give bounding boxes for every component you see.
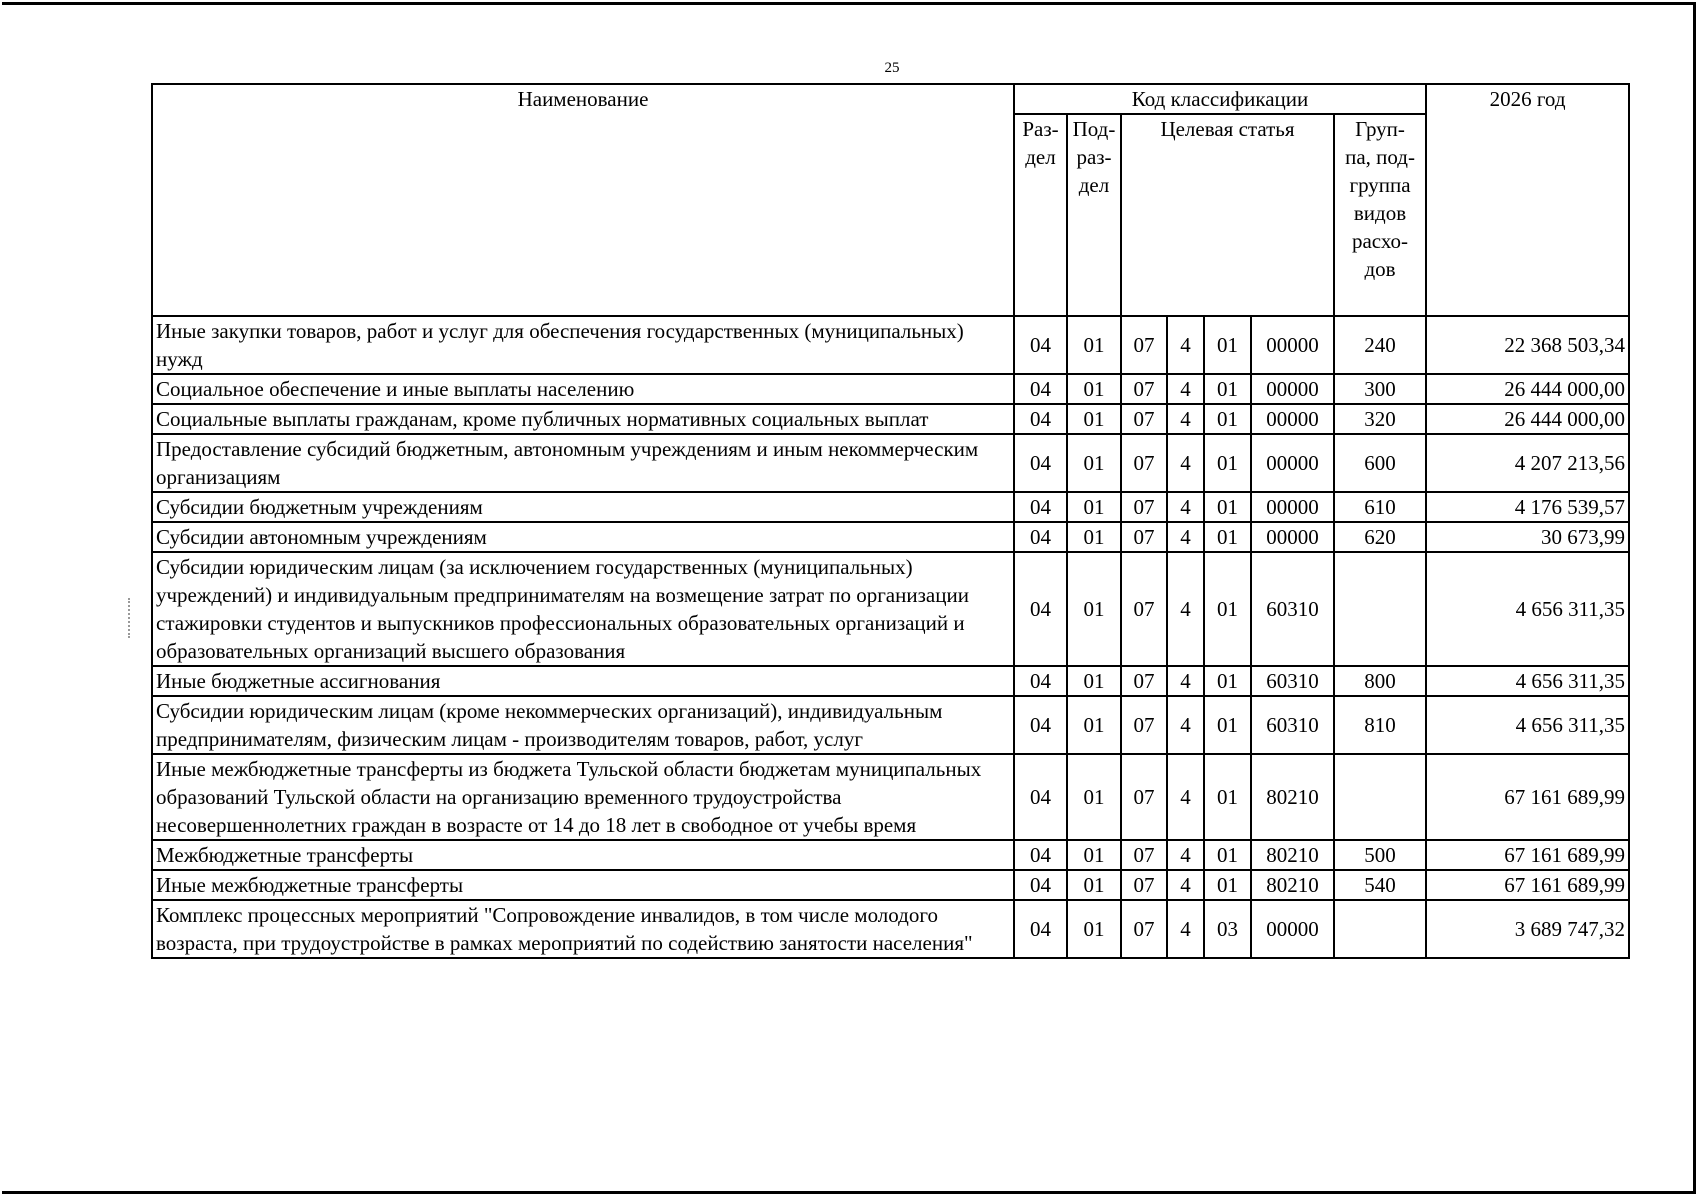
row-target-program: 07 — [1121, 374, 1167, 404]
row-target-type: 4 — [1167, 666, 1204, 696]
table-row — [152, 552, 1629, 666]
budget-table — [151, 83, 1630, 959]
table-row — [152, 754, 1629, 840]
row-subsection: 01 — [1067, 900, 1121, 958]
row-target-direction: 00000 — [1251, 492, 1334, 522]
row-subsection: 01 — [1067, 696, 1121, 754]
row-section: 04 — [1014, 316, 1067, 374]
page-number: 25 — [884, 60, 900, 76]
row-target-type: 4 — [1167, 900, 1204, 958]
table-row — [152, 666, 1629, 696]
row-target-program: 07 — [1121, 870, 1167, 900]
row-name: Субсидии бюджетным учреждениям — [152, 492, 1014, 522]
row-section: 04 — [1014, 404, 1067, 434]
row-target-program: 07 — [1121, 840, 1167, 870]
row-amount: 26 444 000,00 — [1426, 374, 1629, 404]
row-target-program: 07 — [1121, 316, 1167, 374]
row-section: 04 — [1014, 492, 1067, 522]
table-row — [152, 492, 1629, 522]
row-expense-group: 540 — [1334, 870, 1426, 900]
row-target-complex: 01 — [1204, 552, 1251, 666]
row-target-direction: 00000 — [1251, 374, 1334, 404]
row-subsection: 01 — [1067, 840, 1121, 870]
row-target-direction: 60310 — [1251, 696, 1334, 754]
row-target-direction: 60310 — [1251, 552, 1334, 666]
row-expense-group: 240 — [1334, 316, 1426, 374]
table-row — [152, 404, 1629, 434]
header-year: 2026 год — [1426, 84, 1629, 316]
row-subsection: 01 — [1067, 666, 1121, 696]
row-amount: 30 673,99 — [1426, 522, 1629, 552]
header-section: Раз- дел — [1014, 114, 1067, 316]
row-target-direction: 60310 — [1251, 666, 1334, 696]
row-target-type: 4 — [1167, 374, 1204, 404]
row-subsection: 01 — [1067, 434, 1121, 492]
row-section: 04 — [1014, 522, 1067, 552]
row-name: Иные закупки товаров, работ и услуг для обеспечения государственных (муниципальных) нужд — [152, 316, 1014, 374]
row-target-type: 4 — [1167, 754, 1204, 840]
table-row — [152, 316, 1629, 374]
row-target-type: 4 — [1167, 492, 1204, 522]
row-target-program: 07 — [1121, 522, 1167, 552]
header-target-article: Целевая статья — [1121, 114, 1334, 316]
header-classification-code: Код классификации — [1014, 84, 1426, 114]
row-target-complex: 01 — [1204, 840, 1251, 870]
row-amount: 4 207 213,56 — [1426, 434, 1629, 492]
row-target-direction: 00000 — [1251, 404, 1334, 434]
row-name: Межбюджетные трансферты — [152, 840, 1014, 870]
row-amount: 4 176 539,57 — [1426, 492, 1629, 522]
row-target-direction: 00000 — [1251, 316, 1334, 374]
row-target-complex: 01 — [1204, 374, 1251, 404]
row-section: 04 — [1014, 754, 1067, 840]
row-name: Иные межбюджетные трансферты — [152, 870, 1014, 900]
row-expense-group: 320 — [1334, 404, 1426, 434]
row-target-direction: 00000 — [1251, 900, 1334, 958]
row-target-type: 4 — [1167, 696, 1204, 754]
row-name: Иные межбюджетные трансферты из бюджета Тульской области бюджетам муниципальных образований Тульской области на организацию временного трудоустройства несовершеннолетних граждан в возрасте от 14 до 18 лет в свободное от учебы время — [152, 754, 1014, 840]
row-target-program: 07 — [1121, 492, 1167, 522]
row-name: Субсидии юридическим лицам (за исключением государственных (муниципальных) учреждений) и индивидуальным предпринимателям на возмещение затрат по организации стажировки студентов и выпускников профессиональных образовательных организаций и образовательных организаций высшего образования — [152, 552, 1014, 666]
row-section: 04 — [1014, 552, 1067, 666]
row-target-direction: 00000 — [1251, 434, 1334, 492]
header-expense-group: Груп- па, под- группа видов расхо- дов — [1334, 114, 1426, 316]
row-subsection: 01 — [1067, 754, 1121, 840]
header-name: Наименование — [152, 84, 1014, 316]
row-target-type: 4 — [1167, 316, 1204, 374]
row-target-type: 4 — [1167, 552, 1204, 666]
row-subsection: 01 — [1067, 374, 1121, 404]
row-amount: 26 444 000,00 — [1426, 404, 1629, 434]
row-name: Комплекс процессных мероприятий "Сопровождение инвалидов, в том числе молодого возраста, при трудоустройстве в рамках мероприятий по содействию занятости населения" — [152, 900, 1014, 958]
table-row — [152, 374, 1629, 404]
row-target-type: 4 — [1167, 522, 1204, 552]
row-expense-group: 300 — [1334, 374, 1426, 404]
table-body — [152, 316, 1629, 958]
row-target-direction: 80210 — [1251, 870, 1334, 900]
row-amount: 3 689 747,32 — [1426, 900, 1629, 958]
row-expense-group: 610 — [1334, 492, 1426, 522]
row-expense-group: 500 — [1334, 840, 1426, 870]
row-target-direction: 00000 — [1251, 522, 1334, 552]
row-name: Субсидии автономным учреждениям — [152, 522, 1014, 552]
row-name: Предоставление субсидий бюджетным, автономным учреждениям и иным некоммерческим организациям — [152, 434, 1014, 492]
row-target-complex: 01 — [1204, 696, 1251, 754]
row-target-type: 4 — [1167, 870, 1204, 900]
row-section: 04 — [1014, 374, 1067, 404]
table-row — [152, 900, 1629, 958]
row-expense-group — [1334, 754, 1426, 840]
table-row — [152, 696, 1629, 754]
row-target-complex: 03 — [1204, 900, 1251, 958]
table-row — [152, 522, 1629, 552]
row-name: Иные бюджетные ассигнования — [152, 666, 1014, 696]
row-subsection: 01 — [1067, 522, 1121, 552]
table-row — [152, 870, 1629, 900]
row-expense-group: 810 — [1334, 696, 1426, 754]
margin-marks — [128, 598, 136, 638]
row-target-complex: 01 — [1204, 404, 1251, 434]
row-target-program: 07 — [1121, 666, 1167, 696]
row-subsection: 01 — [1067, 552, 1121, 666]
row-subsection: 01 — [1067, 404, 1121, 434]
row-section: 04 — [1014, 870, 1067, 900]
row-expense-group — [1334, 900, 1426, 958]
table-header — [152, 84, 1629, 316]
row-target-complex: 01 — [1204, 754, 1251, 840]
row-amount: 22 368 503,34 — [1426, 316, 1629, 374]
row-section: 04 — [1014, 434, 1067, 492]
row-subsection: 01 — [1067, 870, 1121, 900]
row-target-direction: 80210 — [1251, 840, 1334, 870]
row-target-program: 07 — [1121, 900, 1167, 958]
row-amount: 4 656 311,35 — [1426, 696, 1629, 754]
row-name: Социальное обеспечение и иные выплаты населению — [152, 374, 1014, 404]
row-section: 04 — [1014, 696, 1067, 754]
row-section: 04 — [1014, 666, 1067, 696]
row-name: Социальные выплаты гражданам, кроме публичных нормативных социальных выплат — [152, 404, 1014, 434]
row-amount: 4 656 311,35 — [1426, 666, 1629, 696]
row-target-complex: 01 — [1204, 434, 1251, 492]
row-target-type: 4 — [1167, 404, 1204, 434]
row-target-program: 07 — [1121, 404, 1167, 434]
row-target-complex: 01 — [1204, 666, 1251, 696]
row-expense-group: 620 — [1334, 522, 1426, 552]
header-subsection: Под- раз- дел — [1067, 114, 1121, 316]
table-row — [152, 434, 1629, 492]
row-section: 04 — [1014, 840, 1067, 870]
row-target-program: 07 — [1121, 434, 1167, 492]
row-target-program: 07 — [1121, 754, 1167, 840]
table-row — [152, 840, 1629, 870]
row-section: 04 — [1014, 900, 1067, 958]
row-target-direction: 80210 — [1251, 754, 1334, 840]
row-name: Субсидии юридическим лицам (кроме некоммерческих организаций), индивидуальным предпринимателям, физическим лицам - производителям товаров, работ, услуг — [152, 696, 1014, 754]
row-target-complex: 01 — [1204, 316, 1251, 374]
row-subsection: 01 — [1067, 316, 1121, 374]
row-target-complex: 01 — [1204, 492, 1251, 522]
row-amount: 4 656 311,35 — [1426, 552, 1629, 666]
row-amount: 67 161 689,99 — [1426, 870, 1629, 900]
row-target-type: 4 — [1167, 840, 1204, 870]
row-amount: 67 161 689,99 — [1426, 754, 1629, 840]
row-target-complex: 01 — [1204, 870, 1251, 900]
row-expense-group: 800 — [1334, 666, 1426, 696]
row-target-program: 07 — [1121, 696, 1167, 754]
row-amount: 67 161 689,99 — [1426, 840, 1629, 870]
row-subsection: 01 — [1067, 492, 1121, 522]
row-expense-group — [1334, 552, 1426, 666]
row-target-complex: 01 — [1204, 522, 1251, 552]
row-target-type: 4 — [1167, 434, 1204, 492]
row-target-program: 07 — [1121, 552, 1167, 666]
row-expense-group: 600 — [1334, 434, 1426, 492]
